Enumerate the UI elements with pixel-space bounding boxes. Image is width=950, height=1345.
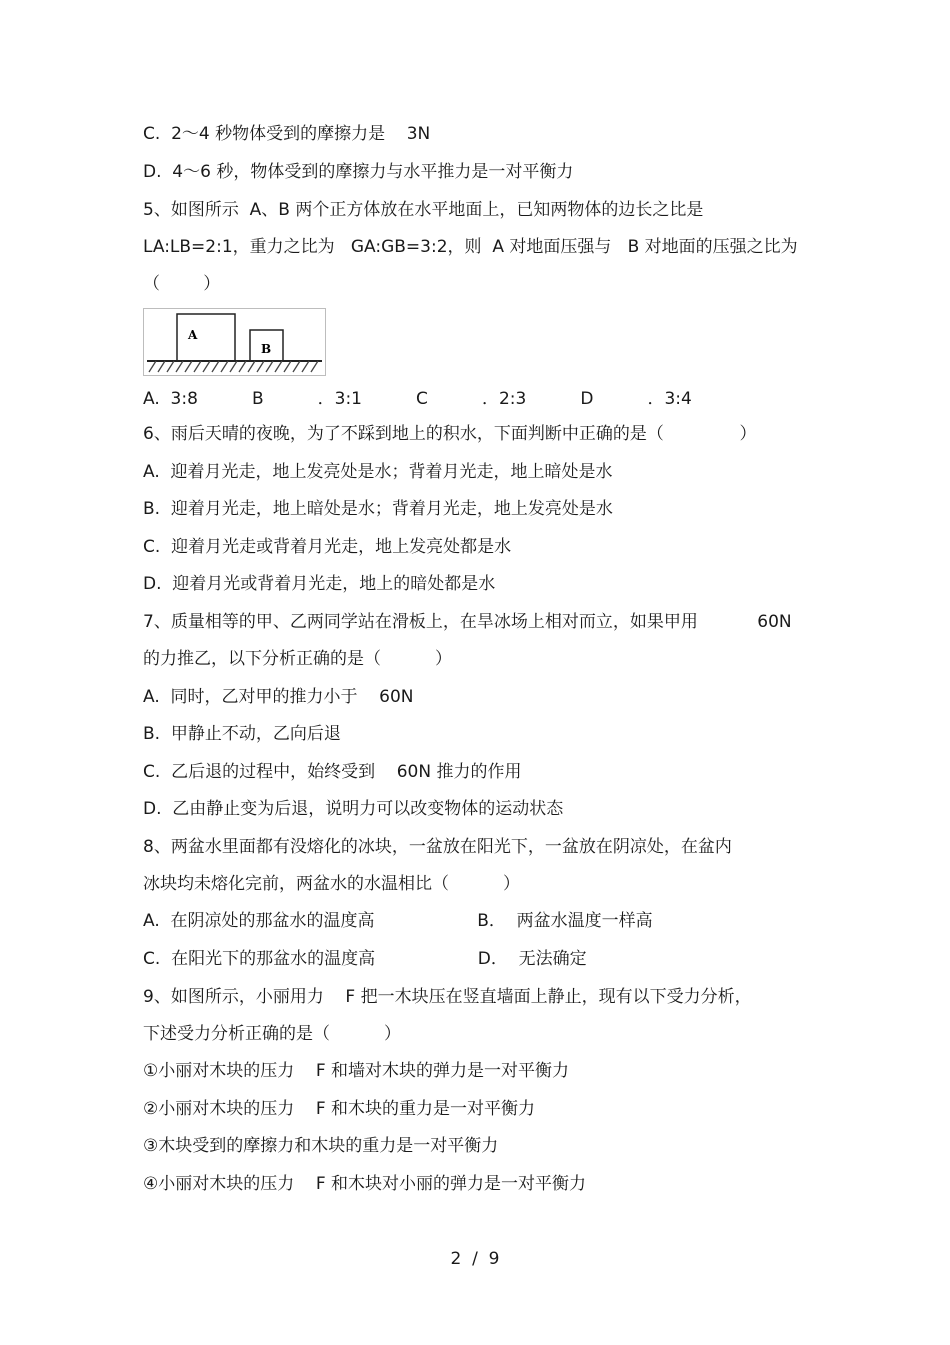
question-7-stem: 7、质量相等的甲、乙两同学站在滑板上，在旱冰场上相对而立，如果甲用 60N: [143, 612, 792, 632]
option-c-q7: C. 乙后退的过程中，始终受到 60N 推力的作用: [143, 762, 522, 782]
option-a-q7: A. 同时，乙对甲的推力小于 60N: [143, 687, 414, 707]
question-6-stem: 6、雨后天晴的夜晚，为了不踩到地上的积水，下面判断中正确的是（ ）: [143, 424, 757, 444]
statement-3-q9: ③木块受到的摩擦力和木块的重力是一对平衡力: [143, 1136, 499, 1156]
options-cd-q8: C. 在阳光下的那盆水的温度高 D． 无法确定: [143, 949, 587, 969]
statement-1-q9: ①小丽对木块的压力 F 和墙对木块的弹力是一对平衡力: [143, 1061, 570, 1081]
option-a-q6: A. 迎着月光走，地上发亮处是水；背着月光走，地上暗处是水: [143, 462, 613, 482]
question-5-stem-cont: LA:LB=2:1，重力之比为 GA:GB=3:2，则 A 对地面压强与 B 对地面的压强之比为: [143, 237, 798, 257]
option-b-q7: B. 甲静止不动，乙向后退: [143, 724, 341, 744]
cube-b-label: B: [261, 342, 272, 356]
question-8-stem-cont: 冰块均未熔化完前，两盆水的水温相比（ ）: [143, 874, 521, 894]
question-9-stem: 9、如图所示，小丽用力 F 把一木块压在竖直墙面上静止，现有以下受力分析，: [143, 987, 752, 1007]
cubes-diagram: [144, 309, 325, 375]
option-d-q4: D. 4～6 秒，物体受到的摩擦力与水平推力是一对平衡力: [143, 162, 574, 182]
question-8-stem: 8、两盆水里面都有没熔化的冰块，一盆放在阳光下，一盆放在阴凉处，在盆内: [143, 837, 732, 857]
cubes-figure: [143, 308, 326, 376]
option-c-q6: C. 迎着月光走或背着月光走，地上发亮处都是水: [143, 537, 512, 557]
cube-a-label: A: [188, 328, 198, 342]
question-5-bracket: （ ）: [143, 274, 221, 294]
statement-4-q9: ④小丽对木块的压力 F 和木块对小丽的弹力是一对平衡力: [143, 1174, 587, 1194]
ground-hatching: [149, 361, 318, 372]
question-5-stem: 5、如图所示 A、B 两个正方体放在水平地面上，已知两物体的边长之比是: [143, 200, 704, 220]
option-b-q6: B. 迎着月光走，地上暗处是水；背着月光走，地上发亮处是水: [143, 499, 613, 519]
page-number: 2 / 9: [450, 1249, 500, 1269]
cube-a: [177, 314, 235, 361]
question-5-options: A. 3:8 B ．3:1 C ．2:3 D ．3:4: [143, 389, 692, 409]
question-9-stem-cont: 下述受力分析正确的是（ ）: [143, 1024, 402, 1044]
statement-2-q9: ②小丽对木块的压力 F 和木块的重力是一对平衡力: [143, 1099, 536, 1119]
option-d-q6: D. 迎着月光或背着月光走，地上的暗处都是水: [143, 574, 496, 594]
question-7-stem-cont: 的力推乙，以下分析正确的是（ ）: [143, 649, 453, 669]
option-c-q4: C. 2～4 秒物体受到的摩擦力是 3N: [143, 124, 431, 144]
options-ab-q8: A. 在阴凉处的那盆水的温度高 B． 两盆水温度一样高: [143, 911, 653, 931]
option-d-q7: D. 乙由静止变为后退，说明力可以改变物体的运动状态: [143, 799, 564, 819]
